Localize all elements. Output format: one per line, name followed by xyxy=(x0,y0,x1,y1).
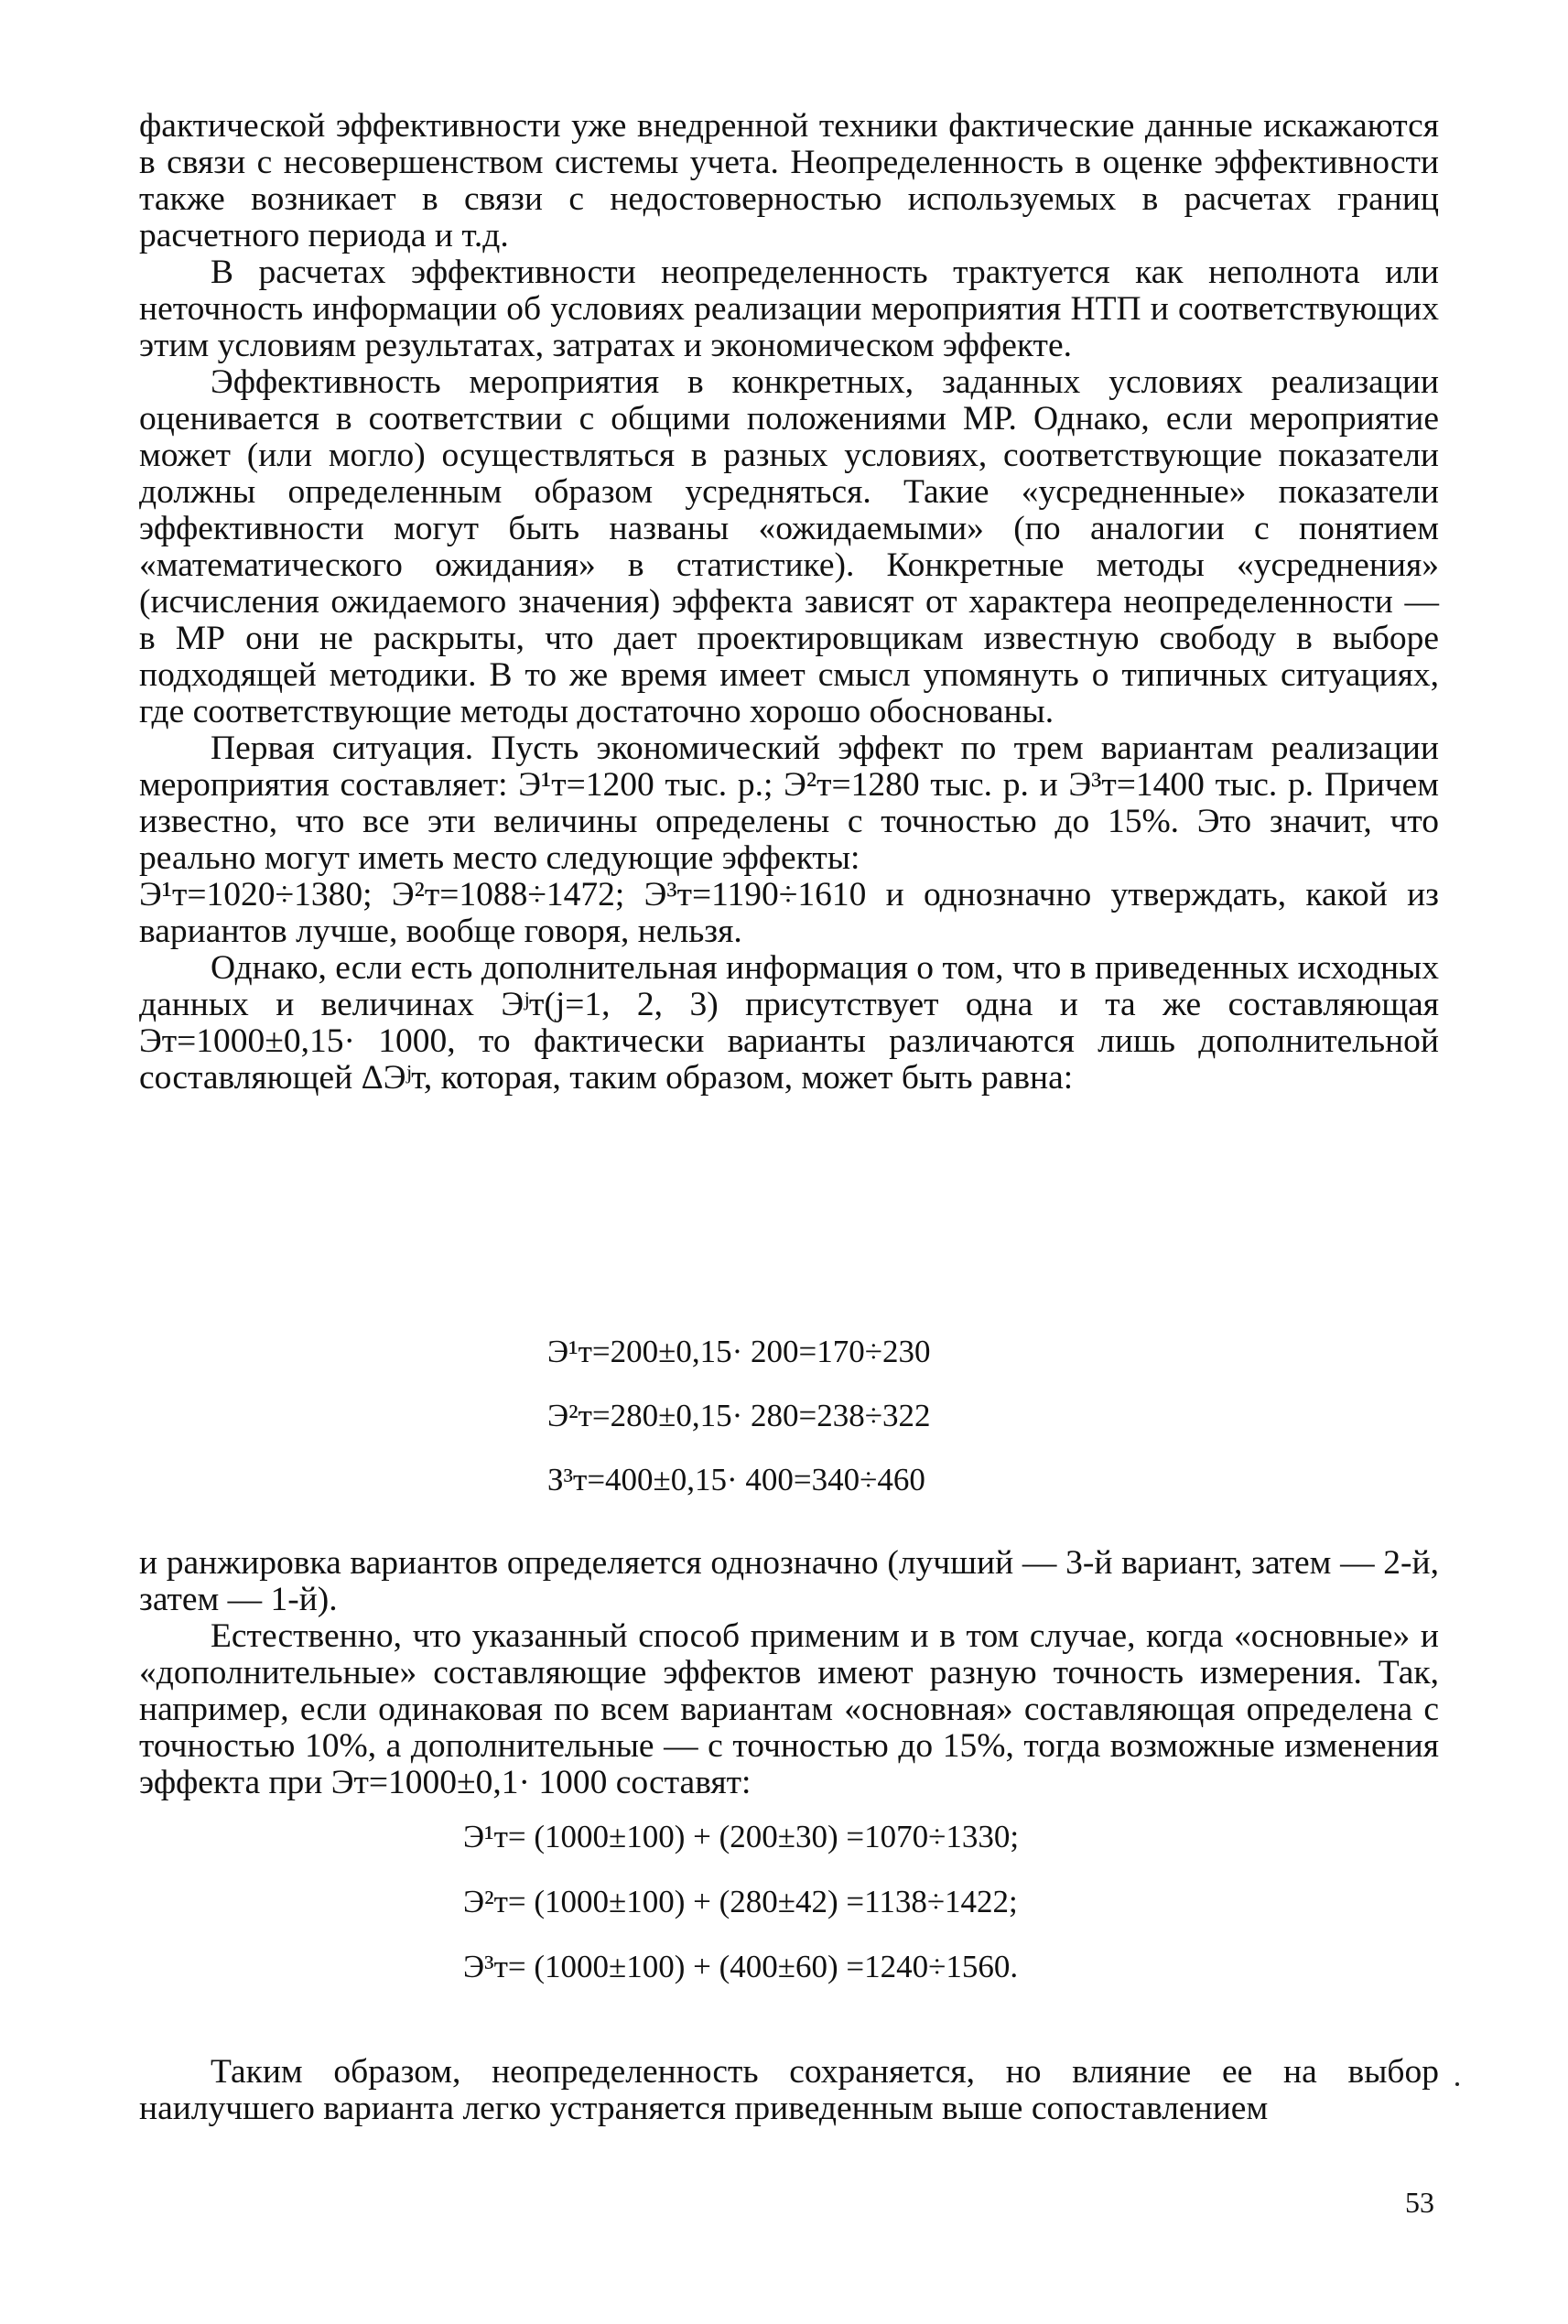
paragraph: Эффективность мероприятия в конкретных, заданных условиях реализации оценивается в соответствии с общими положениями МР. Однако, если мероприятие может (или могло) осуществляться в разных условиях, соответствующие показатели должны определенным образом усредняться. Такие «усредненные» показатели эффективности могут быть названы «ожидаемыми» (по аналогии с понятием «математического ожидания» в статистике). Конкретные методы «усреднения» (исчисления ожидаемого значения) эффекта зависят от характера неопределенности — в МР они не раскрыты, что дает проектировщикам известную свободу в выборе подходящей методики. В то же время имеет смысл упомянуть о типичных ситуациях, где соответствующие методы достаточно хорошо обоснованы. xyxy=(139,363,1439,730)
body-text-bottom xyxy=(139,2054,1439,2127)
formula-block-second xyxy=(463,1820,1019,2015)
paragraph: Однако, если есть дополнительная информация о том, что в приведенных исходных данных и величинах Эʲт(j=1, 2, 3) присутствует одна и та же составляющая Эт=1000±0,15· 1000, то фактически варианты различаются лишь дополнительной составляющей ΔЭʲт, которая, таким образом, может быть равна: xyxy=(139,949,1439,1097)
print-speck xyxy=(1455,2082,1459,2086)
page-number: 53 xyxy=(1405,2186,1434,2219)
paragraph: Таким образом, неопределенность сохраняется, но влияние ее на выбор наилучшего варианта легко устраняется приведенным выше сопоставлением xyxy=(139,2053,1439,2127)
paragraph: В расчетах эффективности неопределенность трактуется как неполнота или неточность информации об условиях реализации мероприятия НТП и соответствующих этим условиям результатах, затратах и экономическом эффекте. xyxy=(139,254,1439,364)
paragraph: и ранжировка вариантов определяется однозначно (лучший — 3-й вариант, затем — 2-й, затем — 1-й). xyxy=(139,1544,1439,1618)
formula-block-first xyxy=(547,1335,930,1527)
paragraph: Естественно, что указанный способ применим и в том случае, когда «основные» и «дополнительные» составляющие эффектов имеют разную точность измерения. Так, например, если одинаковая по всем вариантам «основная» составляющая определена с точностью 10%, а дополнительные — с точностью до 15%, тогда возможные изменения эффекта при Эт=1000±0,1· 1000 составят: xyxy=(139,1617,1439,1801)
formula: Э¹т= (1000±100) + (200±30) =1070÷1330; xyxy=(463,1819,1020,1854)
paragraph: Первая ситуация. Пусть экономический эффект по трем вариантам реализации мероприятия составляет: Э¹т=1200 тыс. р.; Э²т=1280 тыс. р. и Э³т=1400 тыс. р. Причем известно, что все эти величины определены с точностью до 15%. Это значит, что реально могут иметь место следующие эффекты: xyxy=(139,730,1439,877)
paragraph: фактической эффективности уже внедренной техники фактические данные искажаются в связи с несовершенством системы учета. Неопределенность в оценке эффективности также возникает в связи с недостоверностью используемых в расчетах границ расчетного периода и т.д. xyxy=(139,107,1439,254)
formula: Э²т= (1000±100) + (280±42) =1138÷1422; xyxy=(463,1884,1018,1919)
paragraph: Э¹т=1020÷1380; Э²т=1088÷1472; Э³т=1190÷1610 и однозначно утверждать, какой из вариантов лучше, вообще говоря, нельзя. xyxy=(139,876,1439,950)
formula: З³т=400±0,15· 400=340÷460 xyxy=(547,1462,925,1497)
body-text-middle xyxy=(139,1545,1439,1801)
body-text-top xyxy=(139,108,1439,1097)
formula: Э¹т=200±0,15· 200=170÷230 xyxy=(547,1334,931,1369)
formula: Э³т= (1000±100) + (400±60) =1240÷1560. xyxy=(463,1949,1019,1984)
formula: Э²т=280±0,15· 280=238÷322 xyxy=(547,1398,931,1433)
